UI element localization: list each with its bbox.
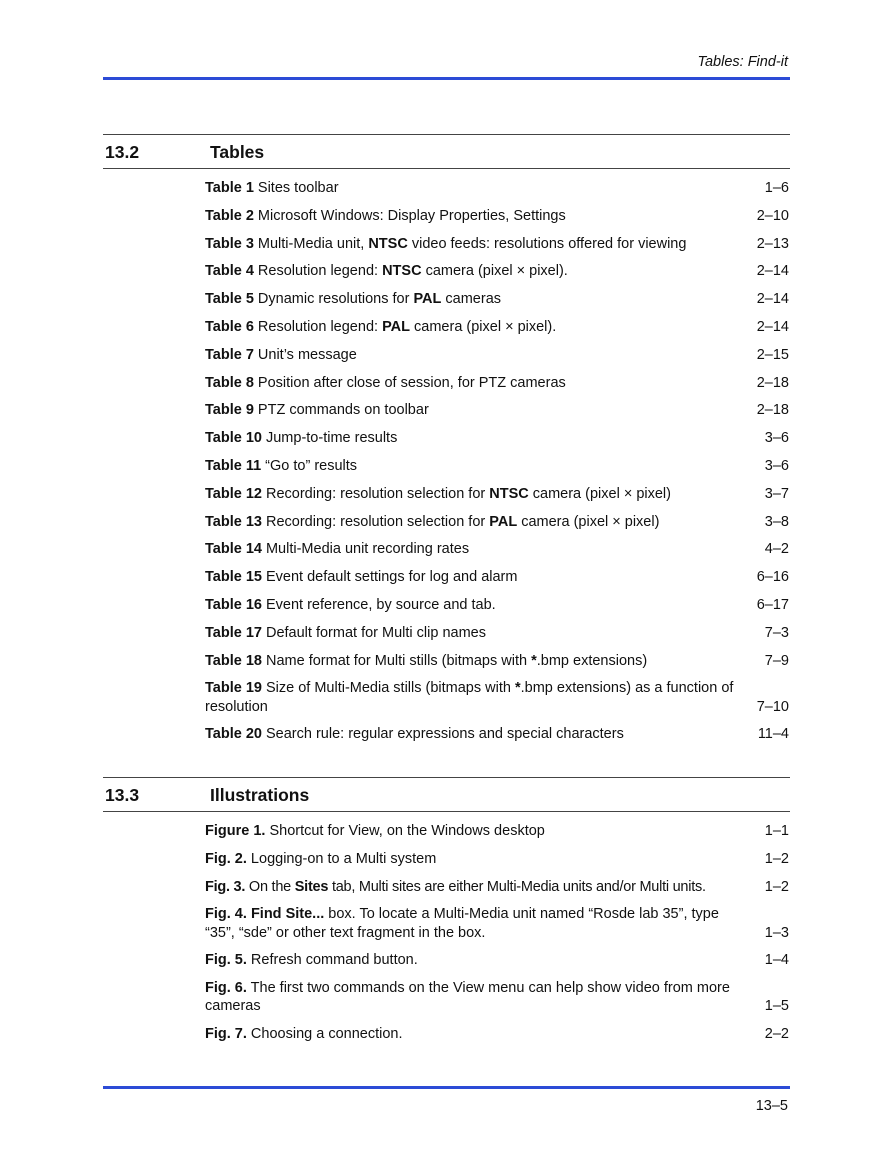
entry-label: Table 11: [205, 457, 262, 474]
entry-page-number: 1–3: [764, 924, 789, 941]
table-entry: [205, 346, 790, 364]
entry-caption: Refresh command button.: [246, 952, 418, 969]
entry-page-number: 4–2: [764, 541, 789, 558]
entry-text: [205, 179, 339, 197]
entry-text: [205, 485, 671, 503]
entry-caption: Shortcut for View, on the Windows desktop: [265, 823, 545, 839]
entry-caption: camera (pixel × pixel): [528, 485, 671, 502]
entry-text: [205, 596, 496, 614]
entry-caption: box. To locate a Multi-Media unit named “Rosde lab 35”, type “35”, “sde” or other text fragment in the box.: [205, 906, 719, 941]
entry-caption: .bmp extensions): [536, 652, 648, 669]
entry-label: Figure 1.: [205, 823, 266, 839]
entry-text: [205, 429, 397, 447]
table-entry: [205, 596, 790, 614]
entry-caption: Microsoft Windows: Display Properties, Settings: [253, 207, 566, 224]
entry-caption: cameras: [441, 291, 502, 308]
entry-caption: camera (pixel × pixel): [517, 513, 660, 530]
entry-caption: Default format for Multi clip names: [261, 624, 486, 641]
entry-text: [205, 318, 556, 336]
entry-label: Table 16: [205, 596, 262, 613]
entry-label: Table 3: [205, 235, 254, 252]
entry-caption: Multi-Media unit recording rates: [261, 541, 470, 558]
entry-emphasis: NTSC: [368, 235, 408, 252]
entry-caption: .bmp extensions) as a function of resolution: [205, 680, 734, 715]
entry-caption: Jump-to-time results: [261, 430, 398, 447]
entry-label: Table 19: [205, 680, 262, 697]
entry-page-number: 7–10: [756, 698, 789, 715]
running-head: Tables: Find-it: [697, 54, 788, 70]
figure-entry: [205, 905, 790, 941]
table-entry: [205, 513, 790, 531]
entry-page-number: 3–7: [764, 485, 789, 502]
entry-text: [205, 235, 686, 253]
figure-entry: [205, 1025, 790, 1043]
entry-caption: Resolution legend:: [253, 318, 383, 335]
entry-page-number: 2–15: [756, 346, 789, 363]
entry-caption: Name format for Multi stills (bitmaps with: [261, 652, 532, 669]
entry-page-number: 1–6: [764, 180, 789, 196]
entry-caption: The first two commands on the View menu can help show video from more cameras: [205, 980, 730, 1015]
entry-text: [205, 850, 436, 868]
entry-page-number: 1–5: [764, 998, 789, 1015]
entry-label: Table 4: [205, 263, 254, 280]
entry-caption: “Go to” results: [261, 457, 358, 474]
table-entry: [205, 679, 790, 715]
table-entry: [205, 401, 790, 419]
entry-caption: Logging-on to a Multi system: [246, 850, 437, 867]
entry-page-number: 2–2: [764, 1026, 789, 1043]
entry-text: [205, 951, 418, 969]
entry-label: Table 7: [205, 346, 254, 363]
table-entry: [205, 540, 790, 558]
entry-caption: Sites toolbar: [253, 180, 339, 196]
entry-emphasis: *: [531, 652, 537, 669]
entry-caption: Multi-Media unit,: [253, 235, 369, 252]
entry-label: Table 20: [205, 726, 262, 743]
table-entry: [205, 207, 790, 225]
entry-page-number: 1–4: [764, 952, 789, 969]
entry-text: [205, 540, 469, 558]
table-entry: [205, 429, 790, 447]
tables-list: [205, 179, 790, 744]
entry-text: [205, 1025, 402, 1043]
table-entry: [205, 179, 790, 197]
entry-emphasis: PAL: [489, 513, 518, 530]
entry-caption: camera (pixel × pixel).: [421, 263, 568, 280]
entry-caption: Resolution legend:: [253, 263, 383, 280]
entry-label: Table 12: [205, 485, 262, 502]
entry-caption: Recording: resolution selection for: [261, 513, 490, 530]
figure-entry: [205, 951, 790, 969]
entry-page-number: 6–17: [756, 596, 789, 613]
entry-emphasis: Sites: [294, 878, 329, 895]
section-number: 13.3: [105, 785, 140, 805]
entry-page-number: 6–16: [756, 569, 789, 586]
header-rule: [103, 77, 790, 80]
entry-caption: On the: [245, 878, 295, 895]
entry-emphasis: Find Site...: [250, 906, 325, 923]
entry-text: [205, 679, 735, 715]
entry-label: Table 15: [205, 569, 262, 586]
entry-text: [205, 290, 501, 308]
entry-emphasis: PAL: [413, 291, 442, 308]
table-entry: [205, 624, 790, 642]
entry-label: Table 9: [205, 402, 254, 419]
entry-label: Table 1: [205, 180, 254, 196]
entry-text: [205, 262, 568, 280]
entry-text: [205, 346, 357, 364]
entry-text: [205, 725, 624, 743]
figure-entry: [205, 850, 790, 868]
entry-label: Fig. 7.: [205, 1026, 247, 1043]
table-entry: [205, 485, 790, 503]
entry-page-number: 2–14: [756, 318, 789, 335]
table-entry: [205, 235, 790, 253]
entry-emphasis: NTSC: [382, 263, 422, 280]
entry-page-number: 3–6: [764, 430, 789, 447]
entry-label: Table 18: [205, 652, 262, 669]
page-number: 13–5: [755, 1098, 788, 1114]
table-entry: [205, 568, 790, 586]
illustrations-list: [205, 822, 790, 1043]
entry-page-number: 3–8: [764, 513, 789, 530]
entry-page-number: 2–13: [756, 235, 789, 252]
table-entry: [205, 262, 790, 280]
entry-text: [205, 513, 659, 531]
entry-page-number: 1–2: [764, 850, 789, 867]
entry-caption: Position after close of session, for PTZ cameras: [253, 374, 566, 391]
entry-text: [205, 979, 735, 1015]
entry-caption: Choosing a connection.: [246, 1026, 403, 1043]
entry-caption: video feeds: resolutions offered for viewing: [407, 235, 687, 252]
entry-text: [205, 207, 566, 225]
section-illustrations: [103, 777, 790, 1053]
section-tables: [103, 134, 790, 753]
entry-page-number: 2–18: [756, 374, 789, 391]
entry-emphasis: PAL: [382, 318, 410, 335]
figure-entry: [205, 822, 790, 840]
table-entry: [205, 290, 790, 308]
figure-entry: [205, 979, 790, 1015]
entry-text: [205, 457, 357, 475]
entry-caption: Size of Multi-Media stills (bitmaps with: [261, 680, 515, 697]
entry-page-number: 1–2: [764, 878, 789, 895]
entry-page-number: 1–1: [764, 823, 789, 839]
table-entry: [205, 652, 790, 670]
table-entry: [205, 318, 790, 336]
entry-caption: PTZ commands on toolbar: [253, 402, 429, 419]
entry-label: Table 10: [205, 430, 262, 447]
table-entry: [205, 374, 790, 392]
entry-label: Table 17: [205, 624, 262, 641]
entry-label: Fig. 4.: [205, 906, 247, 923]
section-heading: [103, 134, 790, 169]
entry-label: Table 5: [205, 291, 254, 308]
entry-label: Table 13: [205, 513, 262, 530]
entry-label: Fig. 5.: [205, 952, 247, 969]
entry-caption: tab, Multi sites are either Multi-Media units and/or Multi units.: [328, 878, 706, 895]
entry-text: [205, 568, 517, 586]
entry-label: Table 8: [205, 374, 254, 391]
entry-text: [205, 905, 735, 941]
entry-caption: Event default settings for log and alarm: [261, 569, 518, 586]
entry-label: Table 2: [205, 207, 254, 224]
table-entry: [205, 457, 790, 475]
entry-label: Fig. 2.: [205, 850, 247, 867]
entry-page-number: 2–14: [756, 291, 789, 308]
entry-text: [205, 652, 647, 670]
entry-caption: Dynamic resolutions for: [253, 291, 414, 308]
entry-text: [205, 624, 486, 642]
entry-page-number: 2–10: [756, 207, 789, 224]
figure-entry: [205, 878, 790, 896]
entry-emphasis: NTSC: [489, 485, 529, 502]
section-title: Tables: [210, 142, 265, 162]
entry-label: Fig. 6.: [205, 980, 247, 997]
section-number: 13.2: [105, 142, 140, 162]
entry-caption: Event reference, by source and tab.: [261, 596, 496, 613]
entry-text: [205, 878, 706, 896]
entry-label: Table 14: [205, 541, 262, 558]
footer-rule: [103, 1086, 790, 1089]
entry-caption: Search rule: regular expressions and special characters: [261, 726, 624, 743]
entry-page-number: 7–9: [764, 652, 789, 669]
entry-page-number: 11–4: [757, 726, 789, 743]
entry-page-number: 7–3: [764, 624, 789, 641]
entry-text: [205, 401, 429, 419]
entry-text: [205, 822, 545, 840]
entry-page-number: 2–14: [756, 263, 789, 280]
entry-page-number: 2–18: [756, 402, 789, 419]
entry-text: [205, 374, 566, 392]
entry-caption: Unit’s message: [253, 346, 357, 363]
section-title: Illustrations: [210, 785, 310, 805]
entry-caption: Recording: resolution selection for: [261, 485, 490, 502]
entry-caption: camera (pixel × pixel).: [410, 318, 557, 335]
entry-emphasis: *: [514, 680, 521, 697]
entry-page-number: 3–6: [764, 457, 789, 474]
entry-label: Table 6: [205, 318, 254, 335]
entry-label: Fig. 3.: [205, 878, 246, 895]
section-heading: [103, 777, 790, 812]
table-entry: [205, 725, 790, 743]
